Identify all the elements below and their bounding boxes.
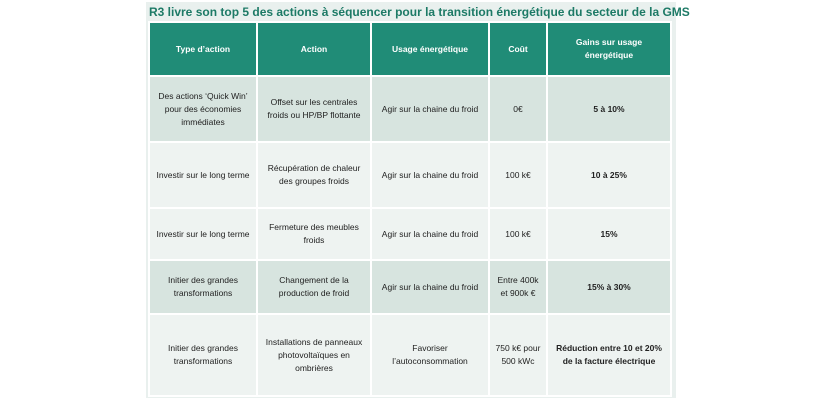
cell-cost: 100 k€ bbox=[489, 142, 547, 208]
cell-action: Offset sur les centrales froids ou HP/BP flottante bbox=[257, 76, 371, 142]
header-action: Action bbox=[257, 22, 371, 76]
cell-action: Installations de panneaux photovoltaïques en ombrières bbox=[257, 314, 371, 396]
cell-gain: 15% bbox=[547, 208, 671, 260]
cell-type: Initier des grandes transformations bbox=[149, 314, 257, 396]
cell-gain: 5 à 10% bbox=[547, 76, 671, 142]
table-row bbox=[149, 208, 671, 260]
page-title: R3 livre son top 5 des actions à séquencer pour la transition énergétique du secteur de la GMS bbox=[149, 5, 690, 19]
cell-type: Des actions ‘Quick Win’ pour des économies immédiates bbox=[149, 76, 257, 142]
header-cost: Coût bbox=[489, 22, 547, 76]
table-row bbox=[149, 314, 671, 396]
cell-cost: 750 k€ pour 500 kWc bbox=[489, 314, 547, 396]
actions-table bbox=[148, 21, 672, 397]
cell-cost: 100 k€ bbox=[489, 208, 547, 260]
cell-cost: 0€ bbox=[489, 76, 547, 142]
cell-usage: Agir sur la chaine du froid bbox=[371, 260, 489, 314]
cell-type: Investir sur le long terme bbox=[149, 142, 257, 208]
cell-gain: Réduction entre 10 et 20% de la facture électrique bbox=[547, 314, 671, 396]
cell-gain: 10 à 25% bbox=[547, 142, 671, 208]
table-row bbox=[149, 76, 671, 142]
cell-type: Investir sur le long terme bbox=[149, 208, 257, 260]
table-header-row bbox=[149, 22, 671, 76]
header-usage: Usage énergétique bbox=[371, 22, 489, 76]
cell-action: Récupération de chaleur des groupes froids bbox=[257, 142, 371, 208]
cell-usage: Agir sur la chaine du froid bbox=[371, 208, 489, 260]
header-type-action: Type d’action bbox=[149, 22, 257, 76]
header-gain: Gains sur usage énergétique bbox=[547, 22, 671, 76]
cell-action: Changement de la production de froid bbox=[257, 260, 371, 314]
cell-type: Initier des grandes transformations bbox=[149, 260, 257, 314]
cell-usage: Agir sur la chaine du froid bbox=[371, 142, 489, 208]
cell-usage: Agir sur la chaine du froid bbox=[371, 76, 489, 142]
table-row bbox=[149, 142, 671, 208]
cell-cost: Entre 400k et 900k € bbox=[489, 260, 547, 314]
cell-usage: Favoriser l’autoconsommation bbox=[371, 314, 489, 396]
table-row bbox=[149, 260, 671, 314]
cell-action: Fermeture des meubles froids bbox=[257, 208, 371, 260]
cell-gain: 15% à 30% bbox=[547, 260, 671, 314]
